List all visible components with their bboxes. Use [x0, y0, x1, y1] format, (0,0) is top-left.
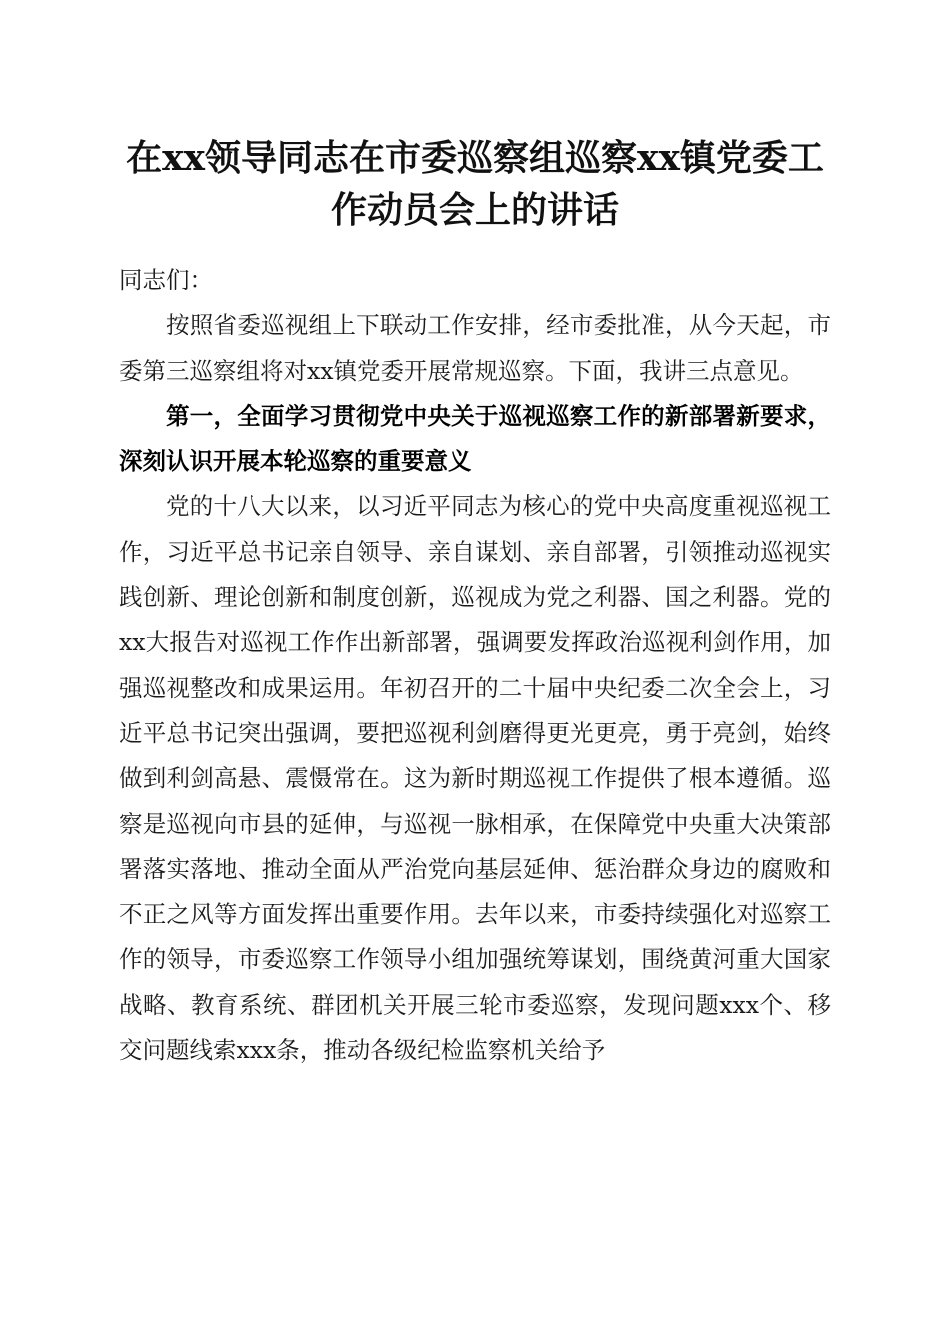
document-title: 在xx领导同志在市委巡察组巡察xx镇党委工作动员会上的讲话 — [126, 137, 824, 231]
document-body — [119, 258, 831, 1073]
salutation: 同志们： — [119, 266, 213, 294]
paragraph-section-1: 党的十八大以来，以习近平同志为核心的党中央高度重视巡视工作，习近平总书记亲自领导、亲自谋划、亲自部署，引领推动巡视实践创新、理论创新和制度创新，巡视成为党之利器、国之利器。党的xx大报告对巡视工作作出新部署，强调要发挥政治巡视利剑作用，加强巡视整改和成果运用。年初召开的二十届中央纪委二次全会上，习近平总书记突出强调，要把巡视利剑磨得更光更亮，勇于亮剑，始终做到利剑高悬、震慑常在。这为新时期巡视工作提供了根本遵循。巡察是巡视向市县的延伸，与巡视一脉相承，在保障党中央重大决策部署落实落地、推动全面从严治党向基层延伸、惩治群众身边的腐败和不正之风等方面发挥出重要作用。去年以来，市委持续强化对巡察工作的领导，市委巡察工作领导小组加强统筹谋划，围绕黄河重大国家战略、教育系统、群团机关开展三轮市委巡察，发现问题xxx个、移交问题线索xxx条，推动各级纪检监察机关给予 — [119, 492, 831, 1065]
paragraph-intro: 按照省委巡视组上下联动工作安排，经市委批准，从今天起，市委第三巡察组将对xx镇党委开展常规巡察。下面，我讲三点意见。 — [119, 311, 831, 385]
section-heading-1: 第一，全面学习贯彻党中央关于巡视巡察工作的新部署新要求，深刻认识开展本轮巡察的重要意义 — [119, 401, 831, 476]
